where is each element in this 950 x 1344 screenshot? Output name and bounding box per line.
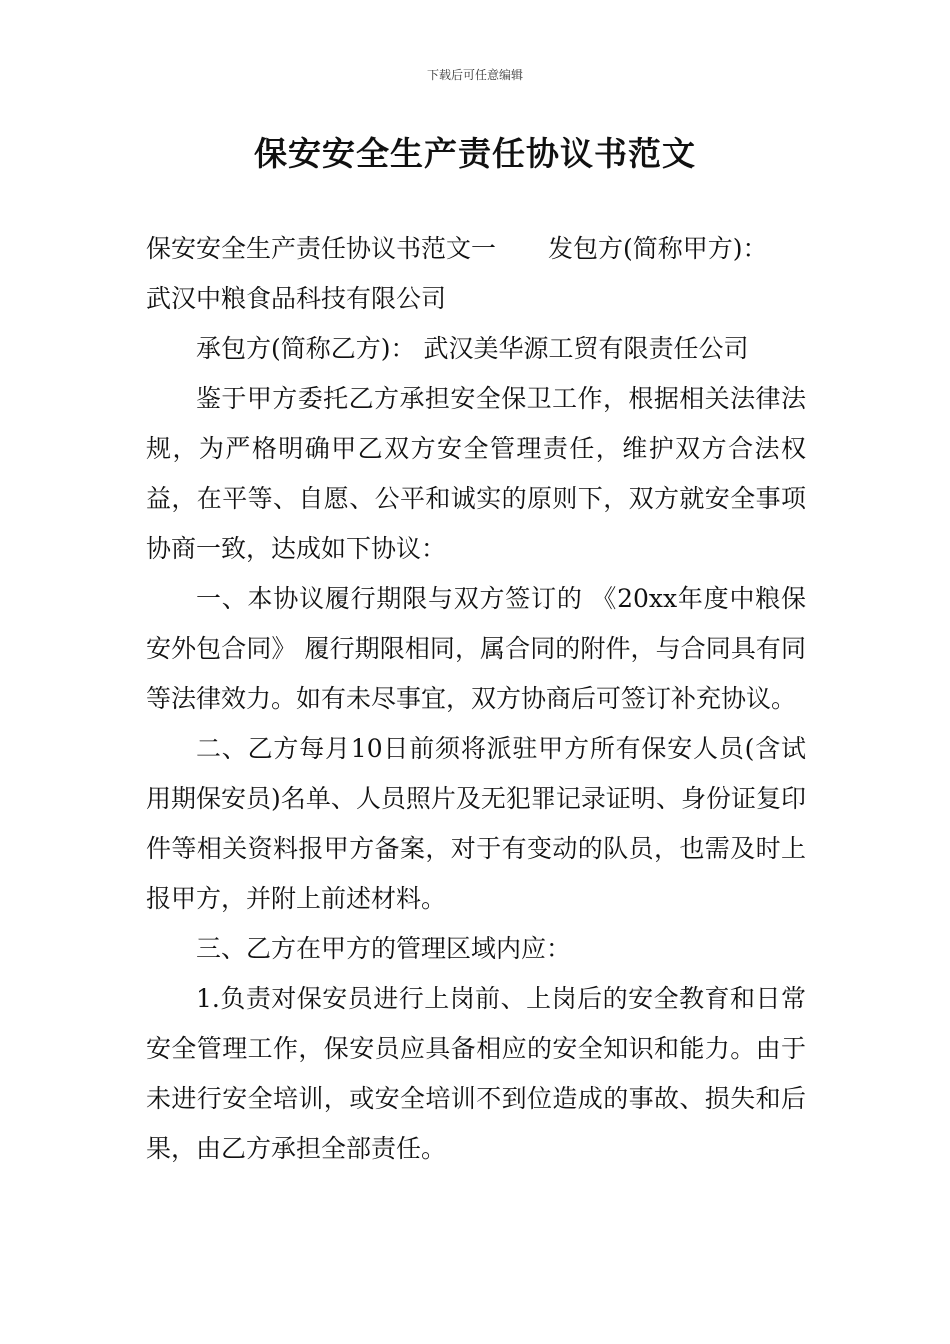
- party-a-name: 武汉中粮食品科技有限公司: [146, 284, 447, 313]
- party-b-line: 承包方(简称乙方)： 武汉美华源工贸有限责任公司: [196, 334, 749, 363]
- header-note: 下载后可任意编辑: [426, 68, 523, 82]
- intro-subtitle: 保安安全生产责任协议书范文一: [146, 234, 497, 263]
- paragraph-clause-1: 一、本协议履行期限与双方签订的 《20xx年度中粮保安外包合同》 履行期限相同，属合同的附件，与合同具有同等法律效力。如有未尽事宜，双方协商后可签订补充协议。: [146, 584, 806, 713]
- intro-line: [146, 224, 806, 274]
- paragraph-clause-3: 三、乙方在甲方的管理区域内应：: [196, 934, 572, 963]
- document-body: [146, 224, 806, 1174]
- paragraph-preamble: 鉴于甲方委托乙方承担安全保卫工作，根据相关法律法规，为严格明确甲乙双方安全管理责任，维护双方合法权益，在平等、自愿、公平和诚实的原则下，双方就安全事项协商一致，达成如下协议：: [146, 384, 806, 563]
- paragraph-clause-3-item-1: 1.负责对保安员进行上岗前、上岗后的安全教育和日常安全管理工作，保安员应具备相应的安全知识和能力。由于未进行安全培训，或安全培训不到位造成的事故、损失和后果，由乙方承担全部责任。: [146, 984, 806, 1163]
- paragraph-clause-2: 二、乙方每月10日前须将派驻甲方所有保安人员(含试用期保安员)名单、人员照片及无犯罪记录证明、身份证复印件等相关资料报甲方备案，对于有变动的队员，也需及时上报甲方，并附上前述材料。: [146, 734, 806, 913]
- party-a-label: 发包方(简称甲方)：: [548, 234, 768, 263]
- document-title: 保安安全生产责任协议书范文: [254, 134, 696, 173]
